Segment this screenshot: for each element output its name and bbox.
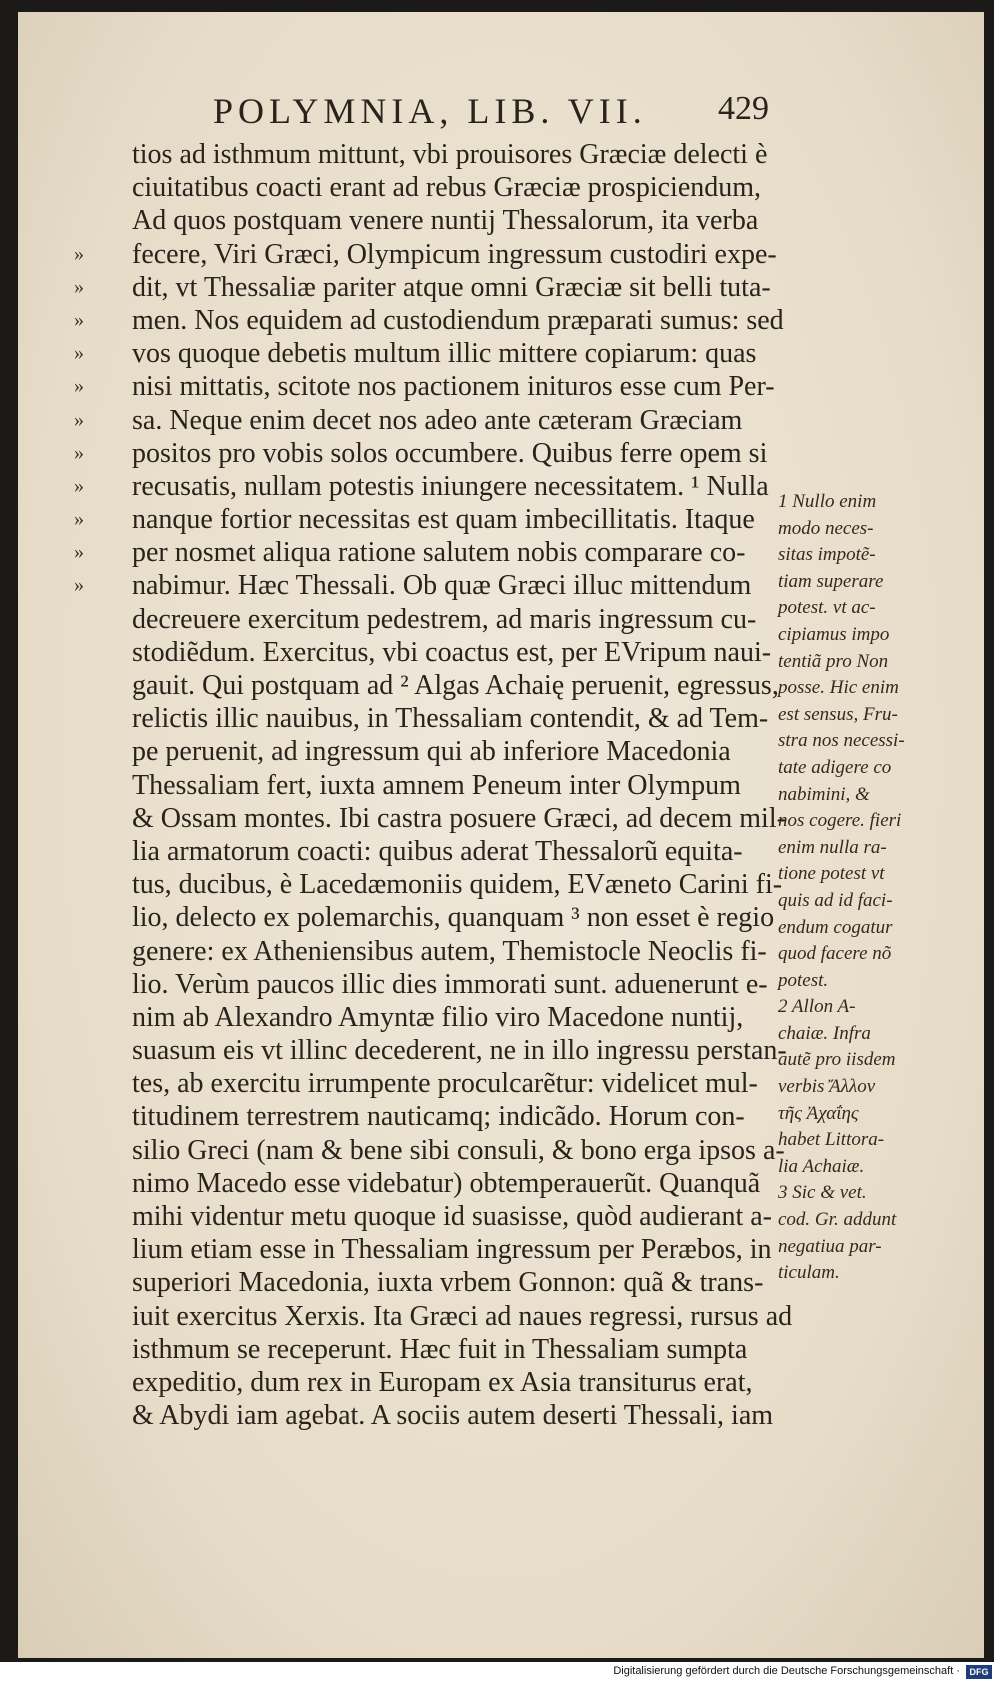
line-text: dit, vt Thessaliæ pariter atque omni Græciæ sit belli tuta- — [132, 271, 771, 303]
text-line — [74, 536, 814, 569]
margin-note-line: quis ad id faci- — [778, 889, 893, 911]
text-line — [74, 138, 814, 171]
text-line — [74, 1399, 814, 1432]
margin-note-line: cod. Gr. addunt — [778, 1209, 897, 1231]
line-text: recusatis, nullam potestis iniungere necessitatem. ¹ Nulla — [132, 470, 769, 502]
line-text: gauit. Qui postquam ad ² Algas Achaię peruenit, egressus, — [132, 670, 779, 701]
text-line — [74, 1034, 814, 1067]
margin-note-line: autẽ pro iisdem — [778, 1049, 896, 1071]
text-line — [74, 238, 814, 271]
line-text: vos quoque debetis multum illic mittere copiarum: quas — [132, 338, 757, 370]
margin-note-line: lia Achaiæ. — [778, 1155, 865, 1177]
text-line — [74, 569, 814, 602]
text-line — [74, 636, 814, 669]
margin-note-line: ticulam. — [778, 1262, 840, 1284]
line-text: fecere, Viri Græci, Olympicum ingressum custodiri expe- — [132, 238, 777, 270]
text-line — [74, 1333, 814, 1366]
line-text: suasum eis vt illinc decederent, ne in illo ingressu perstan- — [132, 1035, 787, 1067]
line-text: iuit exercitus Xerxis. Ita Græci ad naues regressi, rursus ad — [132, 1300, 793, 1332]
margin-notes — [778, 489, 978, 1287]
line-text: relictis illic nauibus, in Thessaliam contendit, & ad Tem- — [132, 703, 769, 735]
margin-note-line: cipiamus impo — [778, 623, 890, 645]
line-text: isthmum se receperunt. Hæc fuit in Thessaliam sumpta — [132, 1333, 748, 1365]
text-line — [74, 1001, 814, 1034]
quotation-mark: » — [74, 275, 84, 298]
line-text: genere: ex Atheniensibus autem, Themistocle Neoclis fi- — [132, 935, 767, 967]
line-text: men. Nos equidem ad custodiendum præparati sumus: sed — [132, 304, 784, 336]
margin-note-line: tate adigere co — [778, 756, 892, 778]
quotation-mark: » — [74, 375, 84, 398]
text-line — [74, 470, 814, 503]
quotation-mark: » — [74, 242, 84, 265]
line-text: expeditio, dum rex in Europam ex Asia transiturus erat, — [132, 1366, 753, 1398]
line-text: silio Greci (nam & bene sibi consuli, & bono erga ipsos a- — [132, 1134, 785, 1166]
text-line — [74, 901, 814, 934]
text-line — [74, 304, 814, 337]
quotation-mark: » — [74, 541, 84, 564]
text-line — [74, 968, 814, 1001]
text-line — [74, 935, 814, 968]
text-line — [74, 404, 814, 437]
text-line — [74, 171, 814, 204]
margin-note-line: potest. — [778, 969, 829, 991]
text-line — [74, 835, 814, 868]
line-text: mihi videntur metu quoque id suasisse, quòd audierant a- — [132, 1201, 772, 1232]
line-text: ciuitatibus coacti erant ad rebus Græciæ prospiciendum, — [132, 172, 762, 204]
main-text-column — [74, 138, 814, 1432]
text-line — [74, 868, 814, 901]
text-line — [74, 1100, 814, 1133]
margin-note-line: tentiã pro Non — [778, 650, 889, 672]
line-text: per nosmet aliqua ratione salutem nobis comparare co- — [132, 537, 746, 569]
line-text: nimo Macedo esse videbatur) obtemperauerũt. Quanquã — [132, 1167, 761, 1199]
margin-note-line: τῆς Ἀχαΐης — [778, 1102, 859, 1124]
margin-note-line: tione potest vt — [778, 863, 885, 885]
text-line — [74, 1366, 814, 1399]
margin-note-line: enim nulla ra- — [778, 836, 887, 858]
quotation-mark: » — [74, 474, 84, 497]
margin-note-line: posse. Hic enim — [778, 677, 899, 699]
text-line — [74, 204, 814, 237]
line-text: nisi mittatis, scitote nos pactionem inituros esse cum Per- — [132, 371, 775, 403]
line-text: nanque fortior necessitas est quam imbecillitatis. Itaque — [132, 504, 755, 536]
text-line — [74, 1266, 814, 1299]
quotation-mark: » — [74, 408, 84, 431]
line-text: tus, ducibus, è Lacedæmoniis quidem, EVæneto Carini fi- — [132, 869, 783, 901]
book-page — [18, 12, 984, 1658]
footer-credit: Digitalisierung gefördert durch die Deutsche Forschungsgemeinschaft · — [613, 1665, 960, 1677]
margin-note-line: habet Littora- — [778, 1129, 885, 1151]
margin-note-line: nos cogere. fieri — [778, 810, 902, 832]
text-line — [74, 271, 814, 304]
margin-note-line: verbis Ἄλλον — [778, 1076, 876, 1098]
line-text: lio. Verùm paucos illic dies immorati sunt. aduenerunt e- — [132, 968, 768, 1000]
dfg-logo: DFG — [966, 1665, 992, 1679]
margin-note-line: sitas impotẽ- — [778, 544, 876, 566]
margin-note-line: stra nos necessi- — [778, 730, 905, 752]
text-line — [74, 669, 814, 702]
text-line — [74, 1200, 814, 1233]
line-text: tes, ab exercitu irrumpente proculcarẽtur: videlicet mul- — [132, 1068, 758, 1100]
line-text: lia armatorum coacti: quibus aderat Thessalorũ equita- — [132, 835, 743, 867]
line-text: superiori Macedonia, iuxta vrbem Gonnon: quã & trans- — [132, 1267, 764, 1299]
line-text: titudinem terrestrem nauticamq; indicãdo. Horum con- — [132, 1101, 745, 1133]
text-line — [74, 337, 814, 370]
line-text: positos pro vobis solos occumbere. Quibus ferre opem si — [132, 437, 768, 469]
line-text: pe peruenit, ad ingressum qui ab inferiore Macedonia — [132, 736, 731, 768]
line-text: Ad quos postquam venere nuntij Thessalorum, ita verba — [132, 205, 759, 237]
running-head: POLYMNIA, LIB. VII. — [213, 91, 647, 131]
text-line — [74, 769, 814, 802]
quotation-mark: » — [74, 441, 84, 464]
page-header — [18, 90, 984, 140]
text-line — [74, 1067, 814, 1100]
text-line — [74, 503, 814, 536]
margin-note-line: chaiæ. Infra — [778, 1022, 871, 1044]
margin-note-line: quod facere nõ — [778, 943, 892, 965]
text-line — [74, 370, 814, 403]
quotation-mark: » — [74, 508, 84, 531]
text-line — [74, 1134, 814, 1167]
line-text: & Ossam montes. Ibi castra posuere Græci, ad decem mil- — [132, 802, 786, 834]
text-line — [74, 735, 814, 768]
margin-note-line: tiam superare — [778, 570, 884, 592]
quotation-mark: » — [74, 342, 84, 365]
line-text: decreuere exercitum pedestrem, ad maris ingressum cu- — [132, 603, 757, 635]
margin-note-line: 1 Nullo enim — [778, 491, 877, 512]
quotation-mark: » — [74, 308, 84, 331]
text-line — [74, 603, 814, 636]
margin-note-line: est sensus, Fru- — [778, 703, 898, 725]
margin-note-line: endum cogatur — [778, 916, 893, 938]
line-text: stodiẽdum. Exercitus, vbi coactus est, per EVripum naui- — [132, 636, 772, 668]
line-text: lium etiam esse in Thessaliam ingressum per Peræbos, in — [132, 1234, 772, 1266]
digitization-footer — [0, 1662, 1000, 1684]
text-line — [74, 1233, 814, 1266]
page-number: 429 — [718, 90, 769, 127]
line-text: tios ad isthmum mittunt, vbi prouisores Græciæ delecti è — [132, 139, 768, 170]
line-text: Thessaliam fert, iuxta amnem Peneum inter Olympum — [132, 769, 741, 801]
margin-note-line: modo neces- — [778, 517, 874, 539]
line-text: & Abydi iam agebat. A sociis autem deserti Thessali, iam — [132, 1400, 774, 1432]
line-text: nim ab Alexandro Amyntæ filio viro Macedone nuntij, — [132, 1001, 744, 1033]
line-text: sa. Neque enim decet nos adeo ante cæteram Græciam — [132, 404, 743, 436]
margin-note-line: negatiua par- — [778, 1235, 882, 1257]
text-line — [74, 1300, 814, 1333]
text-line — [74, 702, 814, 735]
margin-note-line: 3 Sic & vet. — [778, 1182, 867, 1204]
text-line — [74, 802, 814, 835]
margin-note-line: potest. vt ac- — [778, 597, 876, 619]
quotation-mark: » — [74, 574, 84, 597]
text-line — [74, 1167, 814, 1200]
text-line — [74, 437, 814, 470]
margin-note-line: nabimini, & — [778, 783, 870, 805]
line-text: nabimur. Hæc Thessali. Ob quæ Græci illuc mittendum — [132, 570, 752, 602]
line-text: lio, delecto ex polemarchis, quanquam ³ non esset è regio — [132, 902, 775, 934]
margin-note-line: 2 Allon A- — [778, 996, 856, 1018]
